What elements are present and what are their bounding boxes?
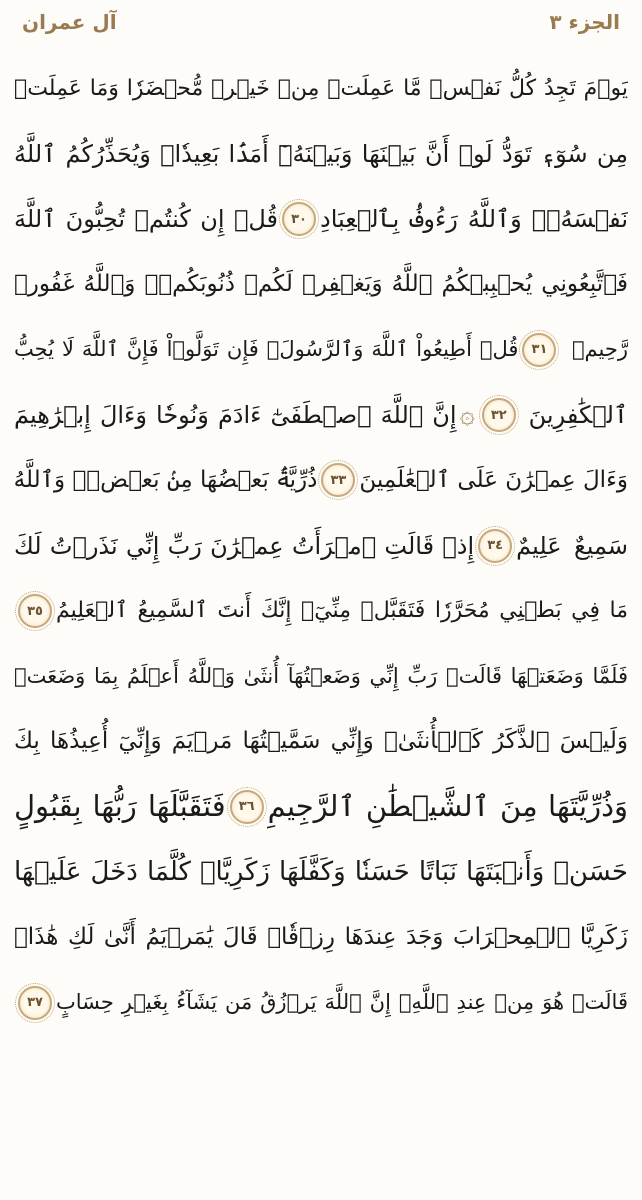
verse-text: وَذُرِّيَّتَهَا مِنَ ٱلشَّيۡطَٰنِ ٱلرَّجِيمِ	[267, 789, 628, 824]
ayah-number-marker: ٣٠	[282, 202, 316, 236]
verse-text: وَءَالَ عِمۡرَٰنَ عَلَى ٱلۡعَٰلَمِينَ	[359, 466, 628, 493]
verse-text: نَفۡسَهُۥۗ وَٱللَّهُ رَءُوفُۢ بِٱلۡعِبَادِ	[320, 205, 628, 234]
verse-line	[14, 317, 628, 382]
verse-text: يَوۡمَ تَجِدُ كُلُّ نَفۡسٖ مَّا عَمِلَتۡ مِنۡ خَيۡرٖ مُّحۡضَرٗا وَمَا عَمِلَتۡ	[14, 75, 628, 101]
ayah-number-marker: ٣٤	[478, 529, 512, 563]
verse-text: قُلۡ إِن كُنتُمۡ تُحِبُّونَ ٱللَّهَ	[14, 205, 278, 234]
verse-text: فَتَقَبَّلَهَا رَبُّهَا بِقَبُولٍ	[14, 789, 226, 824]
verse-line	[14, 840, 628, 905]
verse-text: سَمِيعٌ عَلِيمٌ	[516, 531, 628, 560]
verse-text: مِن سُوٓءٖ تَوَدُّ لَوۡ أَنَّ بَيۡنَهَا وَبَيۡنَهُۥٓ أَمَدَۢا بَعِيدٗاۗ وَيُحَذِّرُكُمُ ٱللَّهُ	[14, 139, 628, 168]
hizb-marker-icon: ۞	[459, 400, 475, 431]
verse-line	[14, 56, 628, 121]
ayah-number-marker: ٣٥	[18, 594, 52, 628]
verse-text: قُلۡ أَطِيعُواْ ٱللَّهَ وَٱلرَّسُولَۖ فَإِن تَوَلَّوۡاْ فَإِنَّ ٱللَّهَ لَا يُحِبُّ	[14, 337, 519, 362]
verse-text: قَالَتۡ هُوَ مِنۡ عِندِ ٱللَّهِۖ إِنَّ ٱللَّهَ يَرۡزُقُ مَن يَشَآءُ بِغَيۡرِ حِسَابٍ	[56, 990, 628, 1015]
verse-line	[14, 578, 628, 643]
verse-line	[14, 709, 628, 774]
verse-text: إِنَّ ٱللَّهَ ٱصۡطَفَىٰٓ ءَادَمَ وَنُوحٗا وَءَالَ إِبۡرَٰهِيمَ	[14, 401, 457, 430]
verse-text: رَّحِيمٞ	[571, 337, 628, 362]
verse-text: ٱلۡكَٰفِرِينَ	[528, 401, 628, 430]
ayah-number-marker: ٣٧	[18, 986, 52, 1020]
verse-line	[14, 448, 628, 513]
verse-line	[14, 382, 628, 447]
verse-line	[14, 187, 628, 252]
verse-text: مَا فِي بَطۡنِي مُحَرَّرٗا فَتَقَبَّلۡ مِنِّيٓۖ إِنَّكَ أَنتَ ٱلسَّمِيعُ ٱلۡعَلِيمُ	[56, 598, 628, 624]
verse-line	[14, 774, 628, 839]
verse-line	[14, 121, 628, 186]
juz-label: الجزء ٣	[549, 10, 620, 34]
verse-text: فَلَمَّا وَضَعَتۡهَا قَالَتۡ رَبِّ إِنِّي وَضَعۡتُهَآ أُنثَىٰ وَٱللَّهُ أَعۡلَمُ بِمَا وَضَعَتۡ	[14, 663, 628, 688]
verse-text: زَكَرِيَّا ٱلۡمِحۡرَابَ وَجَدَ عِندَهَا رِزۡقٗاۖ قَالَ يَٰمَرۡيَمُ أَنَّىٰ لَكِ هَٰذَاۖ	[14, 924, 628, 950]
ayah-number-marker: ٣٣	[321, 463, 355, 497]
verse-line	[14, 644, 628, 709]
ayah-number-marker: ٣٦	[230, 790, 264, 824]
verse-text: إِذۡ قَالَتِ ٱمۡرَأَتُ عِمۡرَٰنَ رَبِّ إِنِّي نَذَرۡتُ لَكَ	[14, 531, 475, 560]
ayah-number-marker: ٣٢	[482, 398, 516, 432]
quran-page-text	[14, 56, 628, 1190]
verse-text: وَلَيۡسَ ٱلذَّكَرُ كَٱلۡأُنثَىٰۖ وَإِنِّي سَمَّيۡتُهَا مَرۡيَمَ وَإِنِّيٓ أُعِيذُهَا بِكَ	[14, 728, 628, 755]
verse-text: حَسَنٖ وَأَنۢبَتَهَا نَبَاتًا حَسَنٗا وَكَفَّلَهَا زَكَرِيَّاۖ كُلَّمَا دَخَلَ عَلَيۡهَا	[14, 857, 628, 888]
ayah-number-marker: ٣١	[522, 333, 556, 367]
verse-line	[14, 970, 628, 1035]
verse-line	[14, 513, 628, 578]
verse-text: فَٱتَّبِعُونِي يُحۡبِبۡكُمُ ٱللَّهُ وَيَغۡفِرۡ لَكُمۡ ذُنُوبَكُمۡۚ وَٱللَّهُ غَفُورٞ	[14, 271, 628, 298]
verse-line	[14, 252, 628, 317]
verse-text: ذُرِّيَّةَۢ بَعۡضُهَا مِنۢ بَعۡضٖۗ وَٱللَّهُ	[14, 466, 318, 493]
verse-line	[14, 905, 628, 970]
page-header	[0, 0, 642, 44]
surah-name: آل عمران	[22, 10, 117, 34]
